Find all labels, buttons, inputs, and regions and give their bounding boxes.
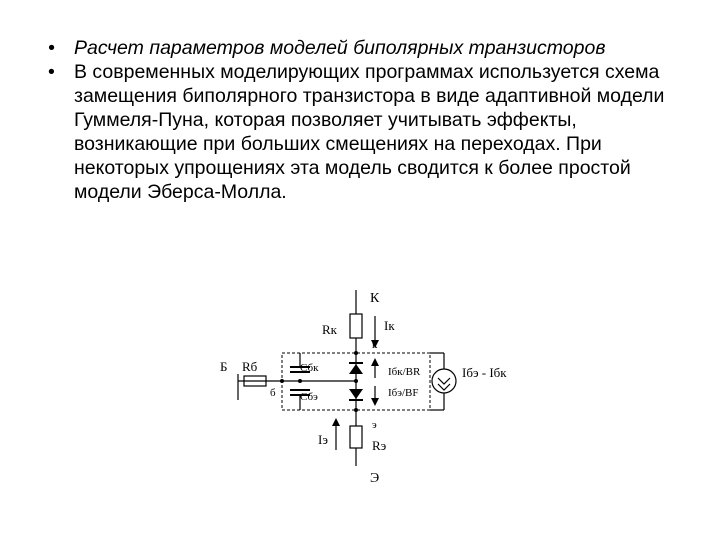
label-resistor-re: Rэ xyxy=(372,438,387,453)
diode-bc xyxy=(349,364,363,374)
bullet-marker: • xyxy=(48,61,55,83)
label-node-inner-base: б xyxy=(270,387,276,399)
label-current-collector: Iк xyxy=(384,318,395,333)
bullet-marker: • xyxy=(48,37,55,59)
label-cap-bc: Сбк xyxy=(300,362,319,374)
label-node-emitter: Э xyxy=(370,471,380,486)
resistor-rk xyxy=(350,314,362,338)
diode-be xyxy=(349,389,363,399)
current-source-arrow xyxy=(438,378,450,384)
label-resistor-rb: Rб xyxy=(242,359,258,374)
resistor-re xyxy=(350,426,362,448)
node-base-inner xyxy=(280,379,284,383)
bullet-text: Расчет параметров моделей биполярных транзисторов xyxy=(74,37,606,59)
diode-bc-bar xyxy=(349,362,363,364)
label-diode-bc-current: Iбк/BR xyxy=(388,366,421,378)
arrowhead-ibe xyxy=(371,398,379,406)
label-cap-be: Сбэ xyxy=(300,391,318,403)
label-node-inner-emitter: э xyxy=(372,419,377,431)
node-collector-inner xyxy=(354,351,358,355)
label-resistor-rk: Rк xyxy=(322,322,337,337)
arrowhead-ibc xyxy=(371,358,379,366)
current-source-arrow-2 xyxy=(438,384,450,390)
label-diode-be-current: Iбэ/BF xyxy=(388,387,419,399)
label-source-current: Iбэ - Iбк xyxy=(462,365,507,380)
label-node-inner-collector: к xyxy=(372,339,378,351)
diode-be-bar xyxy=(349,399,363,401)
node-cap-mid xyxy=(298,379,302,383)
node-emitter-inner xyxy=(354,408,358,412)
arrowhead-ie xyxy=(332,418,340,426)
label-node-collector: К xyxy=(370,291,380,306)
label-node-base: Б xyxy=(220,359,228,374)
bullet-text: В современных моделирующих программах используется схема замещения биполярного транзистора в виде адаптивной модели Гуммеля-Пуна, которая позволяет учитывать эффекты, возникающие при больших смещениях на переходах. При некоторых упрощениях эта модель сводится к более простой модели Эберса-Молла. xyxy=(74,61,665,203)
node-mid xyxy=(354,379,358,383)
label-current-emitter: Iэ xyxy=(318,432,328,447)
